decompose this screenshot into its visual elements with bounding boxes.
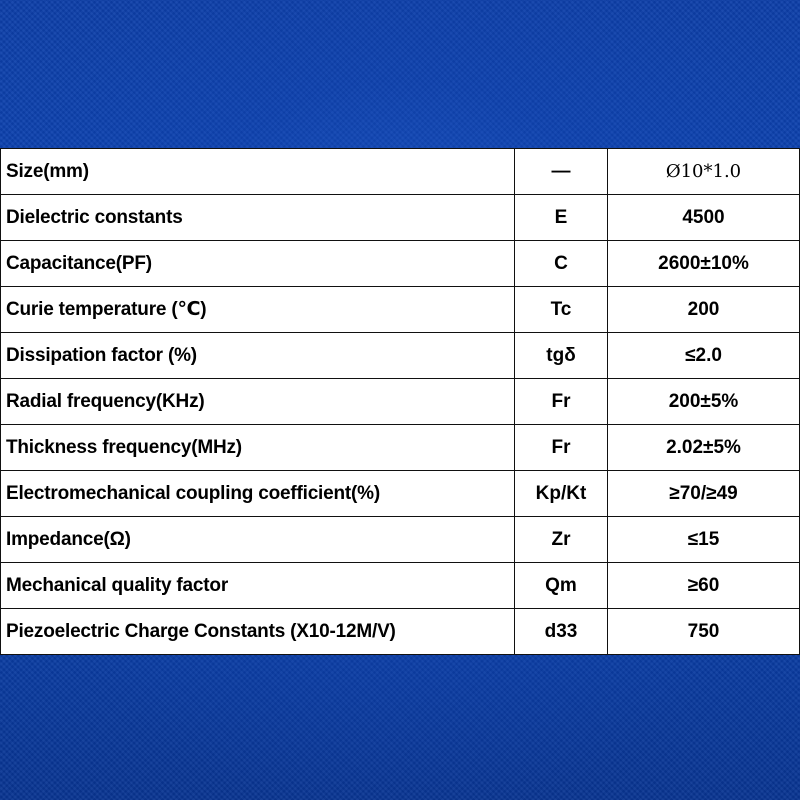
table-row xyxy=(1,241,800,287)
parameter-name: Curie temperature (℃) xyxy=(1,287,515,333)
table-row xyxy=(1,379,800,425)
parameter-value: ≥60 xyxy=(608,563,800,609)
parameter-name: Capacitance(PF) xyxy=(1,241,515,287)
parameter-value: ≥70/≥49 xyxy=(608,471,800,517)
parameter-symbol: Tc xyxy=(515,287,608,333)
parameter-name: Piezoelectric Charge Constants (X10-12M/V) xyxy=(1,609,515,655)
parameter-value: 4500 xyxy=(608,195,800,241)
parameter-symbol: d33 xyxy=(515,609,608,655)
table-row xyxy=(1,149,800,195)
parameter-name: Thickness frequency(MHz) xyxy=(1,425,515,471)
parameter-value: 2.02±5% xyxy=(608,425,800,471)
parameter-name: Mechanical quality factor xyxy=(1,563,515,609)
parameter-name: Size(mm) xyxy=(1,149,515,195)
parameter-name: Dielectric constants xyxy=(1,195,515,241)
parameter-value: 200 xyxy=(608,287,800,333)
parameter-name: Electromechanical coupling coefficient(%) xyxy=(1,471,515,517)
parameter-symbol: tgδ xyxy=(515,333,608,379)
table-row xyxy=(1,333,800,379)
parameter-value: ≤15 xyxy=(608,517,800,563)
table-row xyxy=(1,609,800,655)
parameter-symbol: Fr xyxy=(515,425,608,471)
table-row xyxy=(1,471,800,517)
table-row xyxy=(1,563,800,609)
table-row xyxy=(1,517,800,563)
parameter-value: 200±5% xyxy=(608,379,800,425)
parameter-value: 2600±10% xyxy=(608,241,800,287)
parameter-symbol: — xyxy=(515,149,608,195)
parameter-symbol: Zr xyxy=(515,517,608,563)
parameter-name: Radial frequency(KHz) xyxy=(1,379,515,425)
parameter-symbol: Kp/Kt xyxy=(515,471,608,517)
table-row xyxy=(1,425,800,471)
parameter-symbol: Qm xyxy=(515,563,608,609)
parameter-value: 750 xyxy=(608,609,800,655)
parameter-symbol: Fr xyxy=(515,379,608,425)
parameter-name: Impedance(Ω) xyxy=(1,517,515,563)
parameter-symbol: C xyxy=(515,241,608,287)
specification-table xyxy=(0,148,800,655)
table-row xyxy=(1,287,800,333)
parameter-name: Dissipation factor (%) xyxy=(1,333,515,379)
parameter-symbol: E xyxy=(515,195,608,241)
parameter-value: ≤2.0 xyxy=(608,333,800,379)
table-row xyxy=(1,195,800,241)
parameter-value: Ø10*1.0 xyxy=(608,149,800,195)
